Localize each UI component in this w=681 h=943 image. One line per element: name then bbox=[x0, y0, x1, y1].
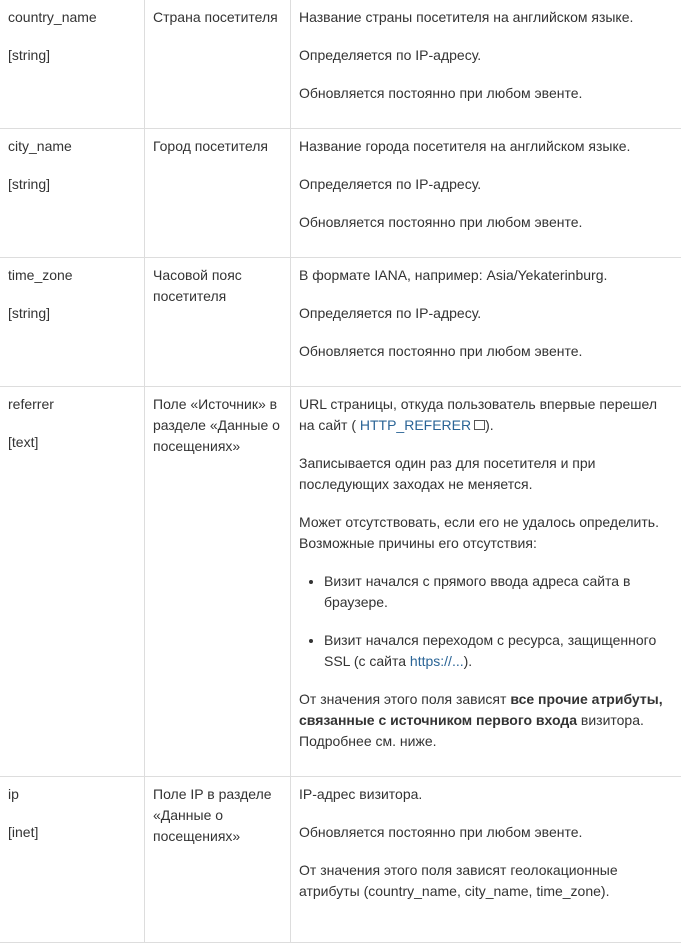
reasons-list bbox=[299, 571, 675, 672]
field-label: Поле IP в разделе «Данные о посещениях» bbox=[153, 784, 282, 847]
field-name-cell bbox=[0, 777, 145, 943]
description-text-part: визитора. Подробнее см. ниже. bbox=[299, 712, 644, 749]
field-label: Страна посетителя bbox=[153, 7, 282, 28]
description-text: Определяется по IP-адресу. bbox=[299, 45, 675, 66]
description-text: IP-адрес визитора. bbox=[299, 784, 675, 805]
list-item bbox=[324, 630, 675, 672]
description-text: Обновляется постоянно при любом эвенте. bbox=[299, 212, 675, 233]
description-text: Название города посетителя на английском языке. bbox=[299, 136, 675, 157]
description-text-part: От значения этого поля зависят bbox=[299, 691, 510, 707]
description-text: В формате IANA, например: Asia/Yekaterinburg. bbox=[299, 265, 675, 286]
table-row bbox=[0, 129, 681, 258]
field-description-cell bbox=[291, 129, 681, 258]
field-type: [text] bbox=[8, 432, 136, 453]
field-label-cell bbox=[145, 0, 291, 129]
link-label: HTTP_REFERER bbox=[360, 417, 471, 433]
field-name-cell bbox=[0, 0, 145, 129]
field-name: ip bbox=[8, 784, 136, 805]
field-label: Часовой пояс посетителя bbox=[153, 265, 282, 307]
description-text bbox=[299, 689, 675, 752]
description-text: Записывается один раз для посетителя и при последующих заходах не меняется. bbox=[299, 453, 675, 495]
list-item-text: Визит начался переходом с ресурса, защищенного SSL (с сайта bbox=[324, 632, 656, 669]
table-row bbox=[0, 387, 681, 777]
field-label-cell bbox=[145, 258, 291, 387]
list-item-text: ). bbox=[464, 653, 473, 669]
field-label-cell bbox=[145, 777, 291, 943]
field-name-cell bbox=[0, 387, 145, 777]
description-text: Обновляется постоянно при любом эвенте. bbox=[299, 341, 675, 362]
description-text: Может отсутствовать, если его не удалось определить. Возможные причины его отсутствия: bbox=[299, 512, 675, 554]
field-description-cell bbox=[291, 258, 681, 387]
description-text: Обновляется постоянно при любом эвенте. bbox=[299, 83, 675, 104]
field-label-cell bbox=[145, 129, 291, 258]
field-label-cell bbox=[145, 387, 291, 777]
field-name: time_zone bbox=[8, 265, 136, 286]
field-label: Город посетителя bbox=[153, 136, 282, 157]
description-text: Определяется по IP-адресу. bbox=[299, 174, 675, 195]
description-text-part: ). bbox=[485, 417, 494, 433]
field-name: country_name bbox=[8, 7, 136, 28]
list-item: • Визит начался с прямого ввода адреса сайта в браузере. bbox=[324, 571, 675, 613]
field-description-cell bbox=[291, 387, 681, 777]
http-referer-link[interactable] bbox=[360, 417, 485, 433]
field-type: [string] bbox=[8, 174, 136, 195]
description-text: Определяется по IP-адресу. bbox=[299, 303, 675, 324]
bold-text: все прочие атрибуты, связанные с источником первого входа bbox=[299, 691, 663, 728]
table-row bbox=[0, 258, 681, 387]
https-link[interactable]: https://... bbox=[410, 653, 464, 669]
external-link-icon bbox=[474, 420, 485, 430]
description-text: От значения этого поля зависят геолокационные атрибуты (country_name, city_name, time_zone). bbox=[299, 860, 675, 902]
field-type: [string] bbox=[8, 45, 136, 66]
description-text: Обновляется постоянно при любом эвенте. bbox=[299, 822, 675, 843]
table-row bbox=[0, 0, 681, 129]
description-text-part: URL страницы, откуда пользователь впервые перешел на сайт ( bbox=[299, 396, 657, 433]
field-name: city_name bbox=[8, 136, 136, 157]
table-row bbox=[0, 777, 681, 943]
field-type: [string] bbox=[8, 303, 136, 324]
field-name-cell bbox=[0, 258, 145, 387]
description-text: Название страны посетителя на английском языке. bbox=[299, 7, 675, 28]
field-name: referrer bbox=[8, 394, 136, 415]
field-label: Поле «Источник» в разделе «Данные о посещениях» bbox=[153, 394, 282, 457]
field-description-cell bbox=[291, 777, 681, 943]
description-text bbox=[299, 394, 675, 436]
field-type: [inet] bbox=[8, 822, 136, 843]
field-name-cell bbox=[0, 129, 145, 258]
field-description-cell bbox=[291, 0, 681, 129]
